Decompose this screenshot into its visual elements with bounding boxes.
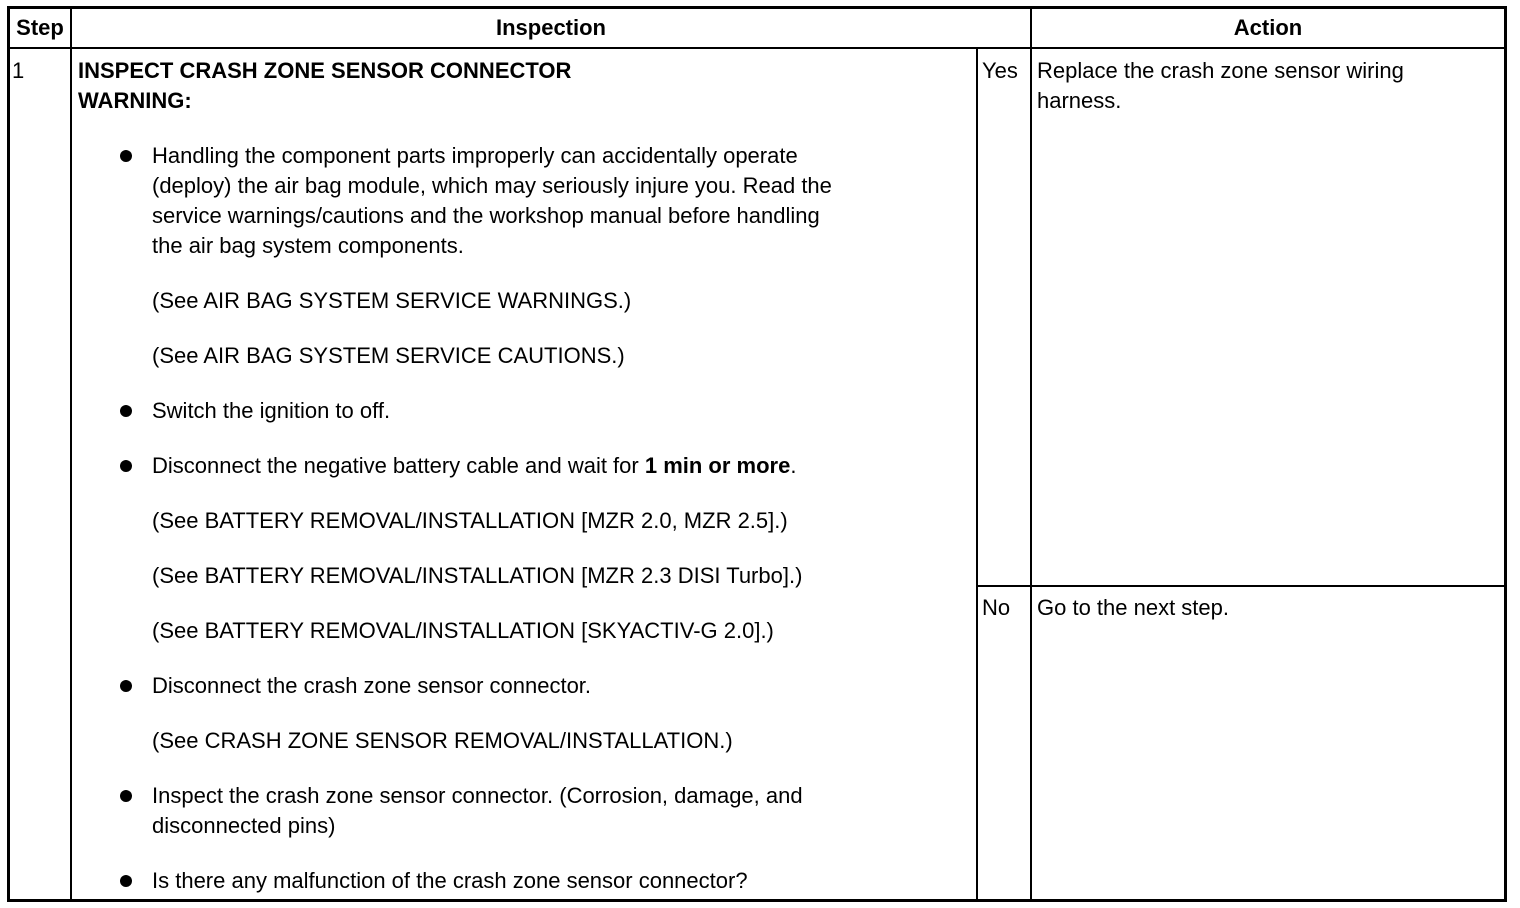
yes-action-line1: Replace the crash zone sensor wiring <box>1037 58 1404 83</box>
bullet-icon <box>120 875 132 887</box>
result-action-divider <box>1030 8 1032 900</box>
header-step: Step <box>16 15 64 40</box>
yes-label: Yes <box>982 58 1018 83</box>
see-warnings-reference: (See AIR BAG SYSTEM SERVICE WARNINGS.) <box>152 288 632 313</box>
bullet-icon <box>120 680 132 692</box>
bullet1-line3: service warnings/cautions and the workshop manual before handling <box>152 203 820 228</box>
header-action: Action <box>1233 15 1303 40</box>
no-action: Go to the next step. <box>1037 595 1230 620</box>
bullet6-text: Is there any malfunction of the crash zone sensor connector? <box>152 868 748 893</box>
inspection-title: INSPECT CRASH ZONE SENSOR CONNECTOR <box>78 58 572 83</box>
inspection-result-divider <box>976 48 978 900</box>
header-divider <box>8 47 1506 49</box>
see-battery-reference-2: (See BATTERY REMOVAL/INSTALLATION [MZR 2.3 DISI Turbo].) <box>152 563 803 588</box>
bullet3-prefix: Disconnect the negative battery cable and wait for <box>152 453 645 478</box>
header-inspection: Inspection <box>495 15 606 40</box>
bullet1-line2: (deploy) the air bag module, which may seriously injure you. Read the <box>152 173 832 198</box>
yes-no-divider <box>977 585 1506 587</box>
see-cautions-reference: (See AIR BAG SYSTEM SERVICE CAUTIONS.) <box>152 343 625 368</box>
bullet3-bold: 1 min or more <box>644 453 791 478</box>
yes-action-line2: harness. <box>1037 88 1122 113</box>
bullet1-line1: Handling the component parts improperly can accidentally operate <box>152 143 798 168</box>
bullet3-suffix: . <box>790 453 797 478</box>
bullet5-line2: disconnected pins) <box>152 813 336 838</box>
no-label: No <box>982 595 1011 620</box>
bullet-icon <box>120 150 132 162</box>
bullet1-line4: the air bag system components. <box>152 233 464 258</box>
bullet2-text: Switch the ignition to off. <box>152 398 391 423</box>
warning-label: WARNING: <box>78 88 192 113</box>
bullet5-line1: Inspect the crash zone sensor connector. (Corrosion, damage, and <box>152 783 803 808</box>
see-battery-reference-1: (See BATTERY REMOVAL/INSTALLATION [MZR 2.0, MZR 2.5].) <box>152 508 788 533</box>
step-column-divider <box>70 8 72 900</box>
bullet-icon <box>120 790 132 802</box>
bullet3-text <box>152 451 796 481</box>
see-crash-sensor-reference: (See CRASH ZONE SENSOR REMOVAL/INSTALLATION.) <box>152 728 733 753</box>
bullet-icon <box>120 460 132 472</box>
see-battery-reference-3: (See BATTERY REMOVAL/INSTALLATION [SKYACTIV-G 2.0].) <box>152 618 774 643</box>
bullet-icon <box>120 405 132 417</box>
bullet4-text: Disconnect the crash zone sensor connector. <box>152 673 592 698</box>
step-number: 1 <box>12 58 25 83</box>
